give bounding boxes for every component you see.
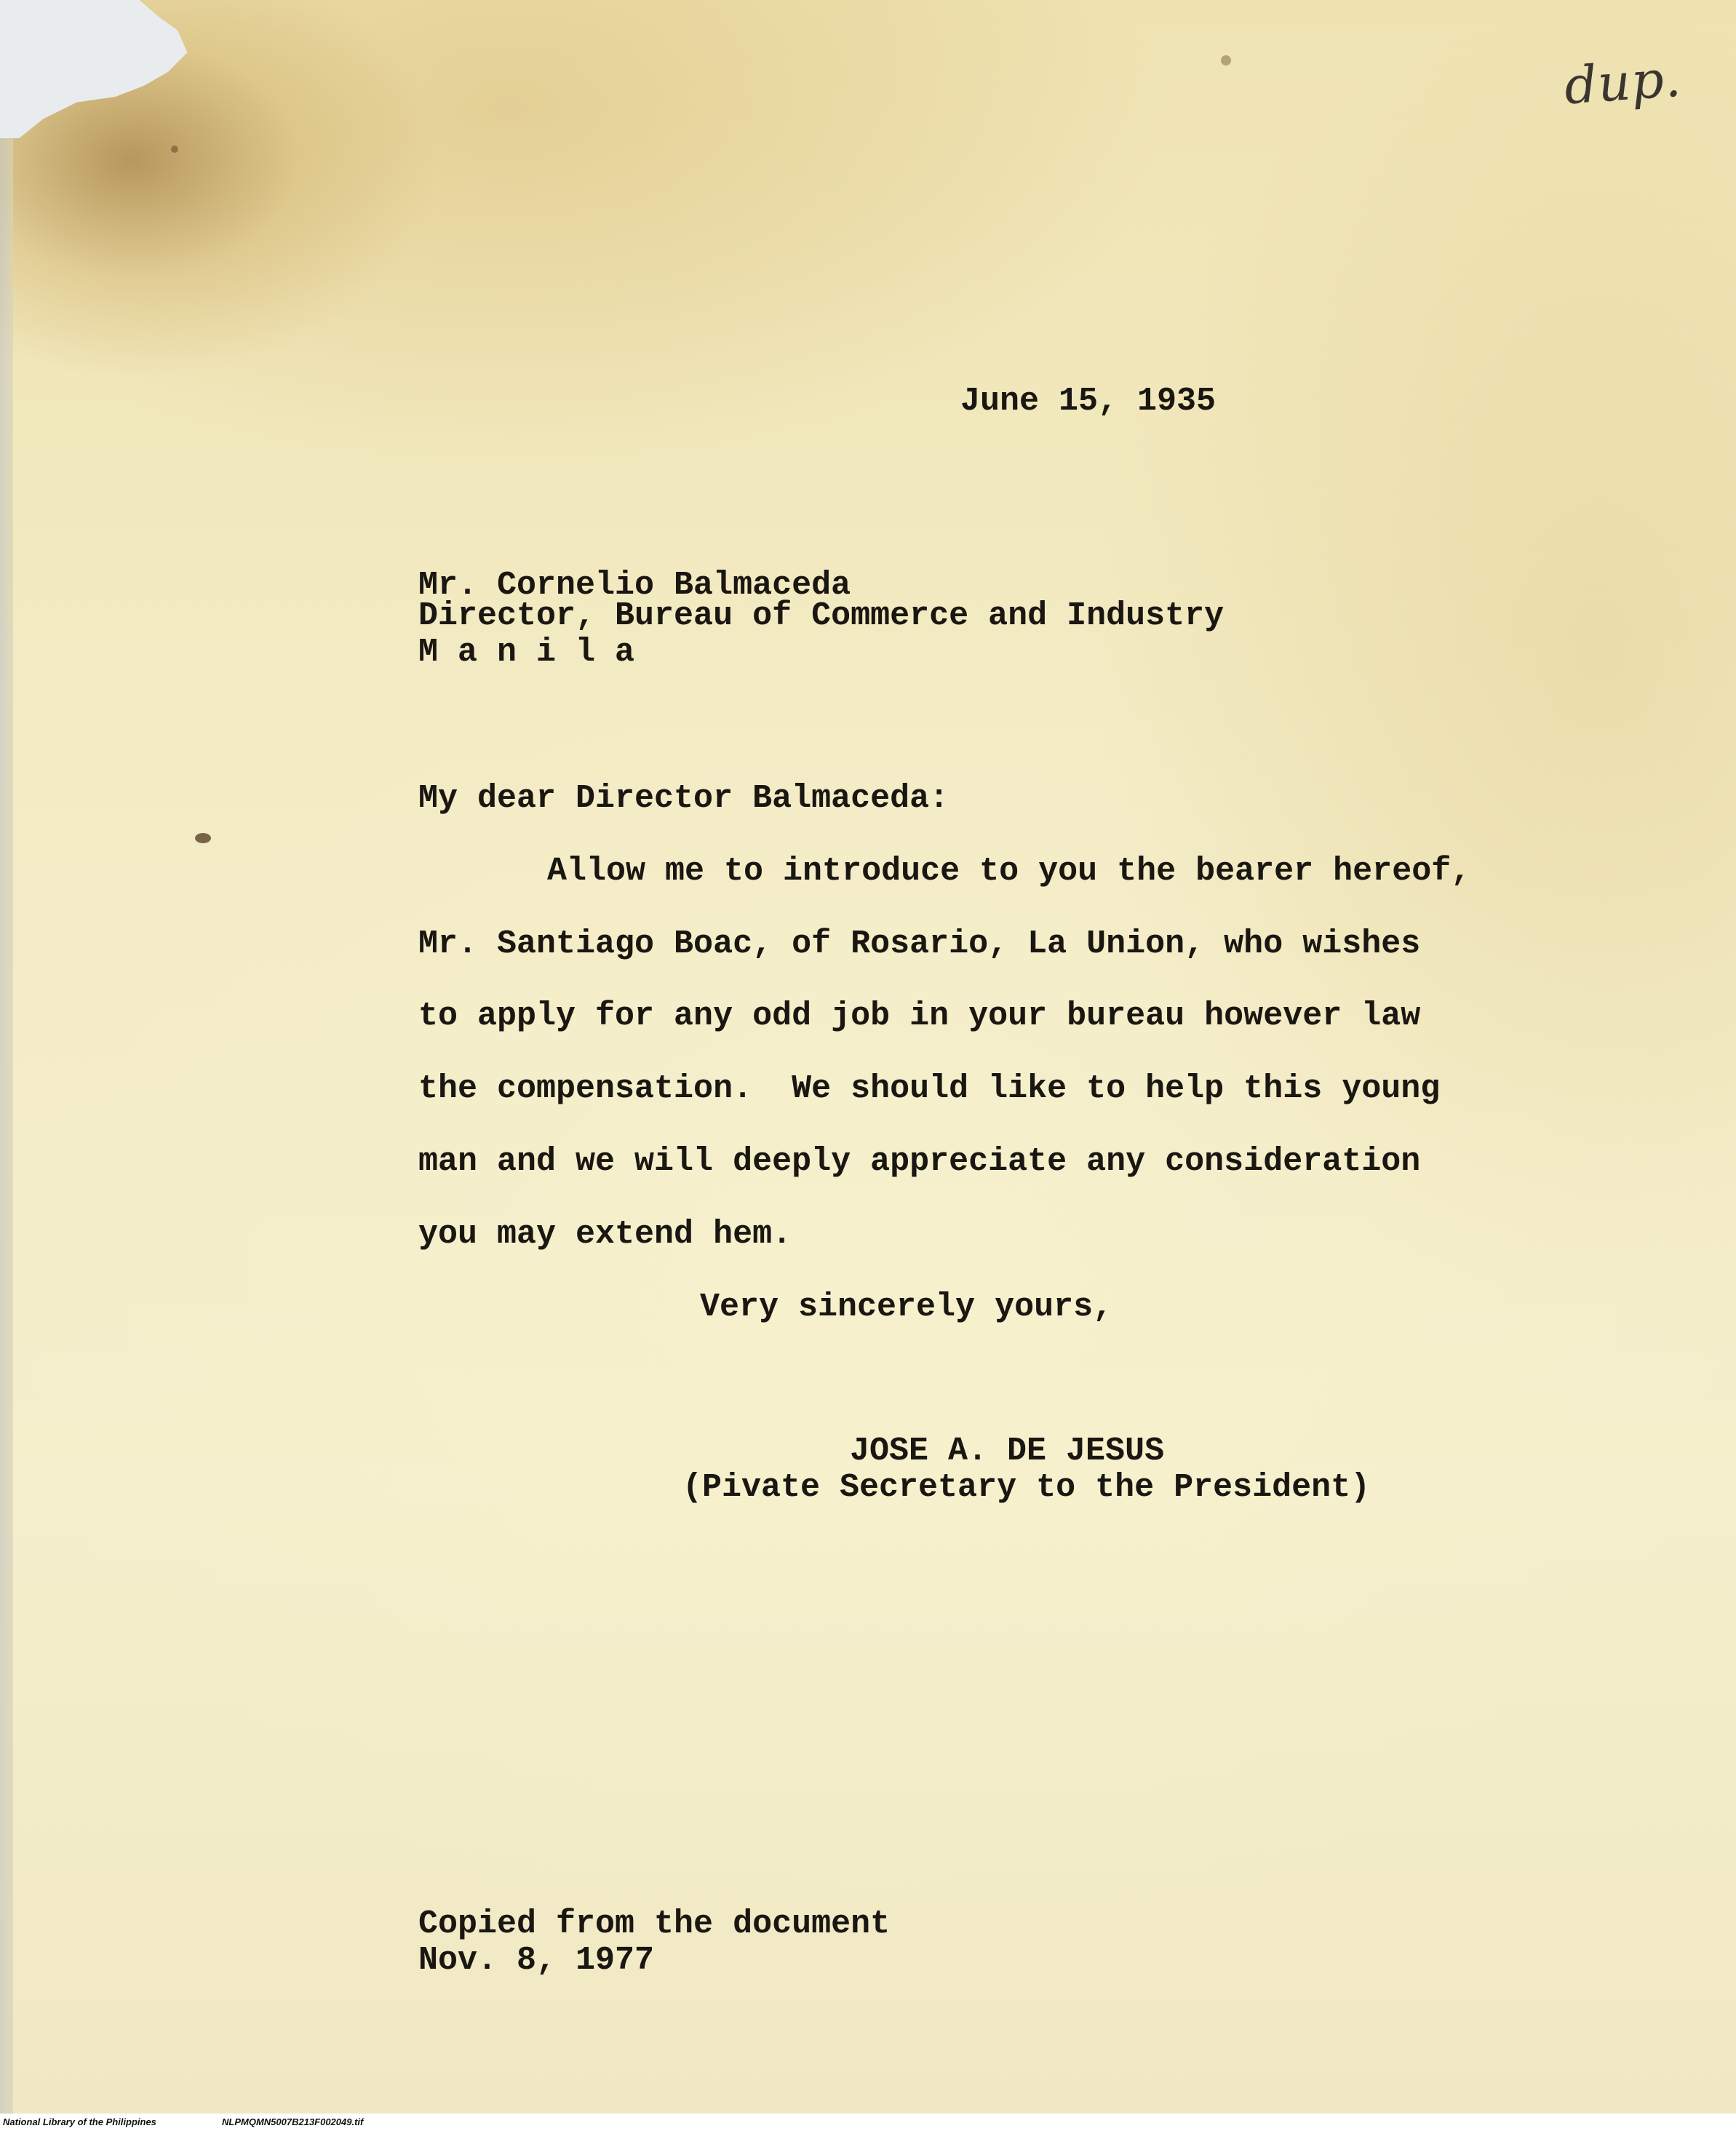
scan-edge bbox=[0, 0, 13, 2131]
stain-mark bbox=[195, 833, 211, 843]
closing: Very sincerely yours, bbox=[700, 1288, 1113, 1326]
torn-corner bbox=[0, 0, 240, 138]
recipient-name: Mr. Cornelio Balmaceda bbox=[418, 567, 851, 604]
scan-footer bbox=[0, 2114, 1736, 2131]
footer-institution: National Library of the Philippines bbox=[3, 2116, 156, 2127]
footer-file-name: NLPMQMN5007B213F002049.tif bbox=[222, 2116, 364, 2127]
copy-note-line1: Copied from the document bbox=[418, 1905, 891, 1943]
salutation: My dear Director Balmaceda: bbox=[418, 780, 949, 817]
recipient-city: M a n i l a bbox=[418, 634, 635, 671]
copy-note-line2: Nov. 8, 1977 bbox=[418, 1942, 655, 1979]
signer-title: (Pivate Secretary to the President) bbox=[682, 1469, 1371, 1506]
stain-mark bbox=[1221, 55, 1231, 65]
signer-name: JOSE A. DE JESUS bbox=[850, 1433, 1165, 1470]
letter-date: June 15, 1935 bbox=[960, 383, 1217, 420]
stain-mark bbox=[171, 146, 178, 153]
handwritten-annotation: dup. bbox=[1562, 48, 1684, 116]
recipient-title: Director, Bureau of Commerce and Industry bbox=[418, 597, 1225, 634]
body-line: to apply for any odd job in your bureau however law bbox=[418, 997, 1421, 1035]
body-line: you may extend hem. bbox=[418, 1216, 792, 1253]
body-line: the compensation. We should like to help this young bbox=[418, 1070, 1441, 1107]
body-line: Mr. Santiago Boac, of Rosario, La Union, who wishes bbox=[418, 925, 1421, 963]
body-line: Allow me to introduce to you the bearer hereof, bbox=[547, 853, 1471, 890]
body-line: man and we will deeply appreciate any consideration bbox=[418, 1143, 1421, 1180]
